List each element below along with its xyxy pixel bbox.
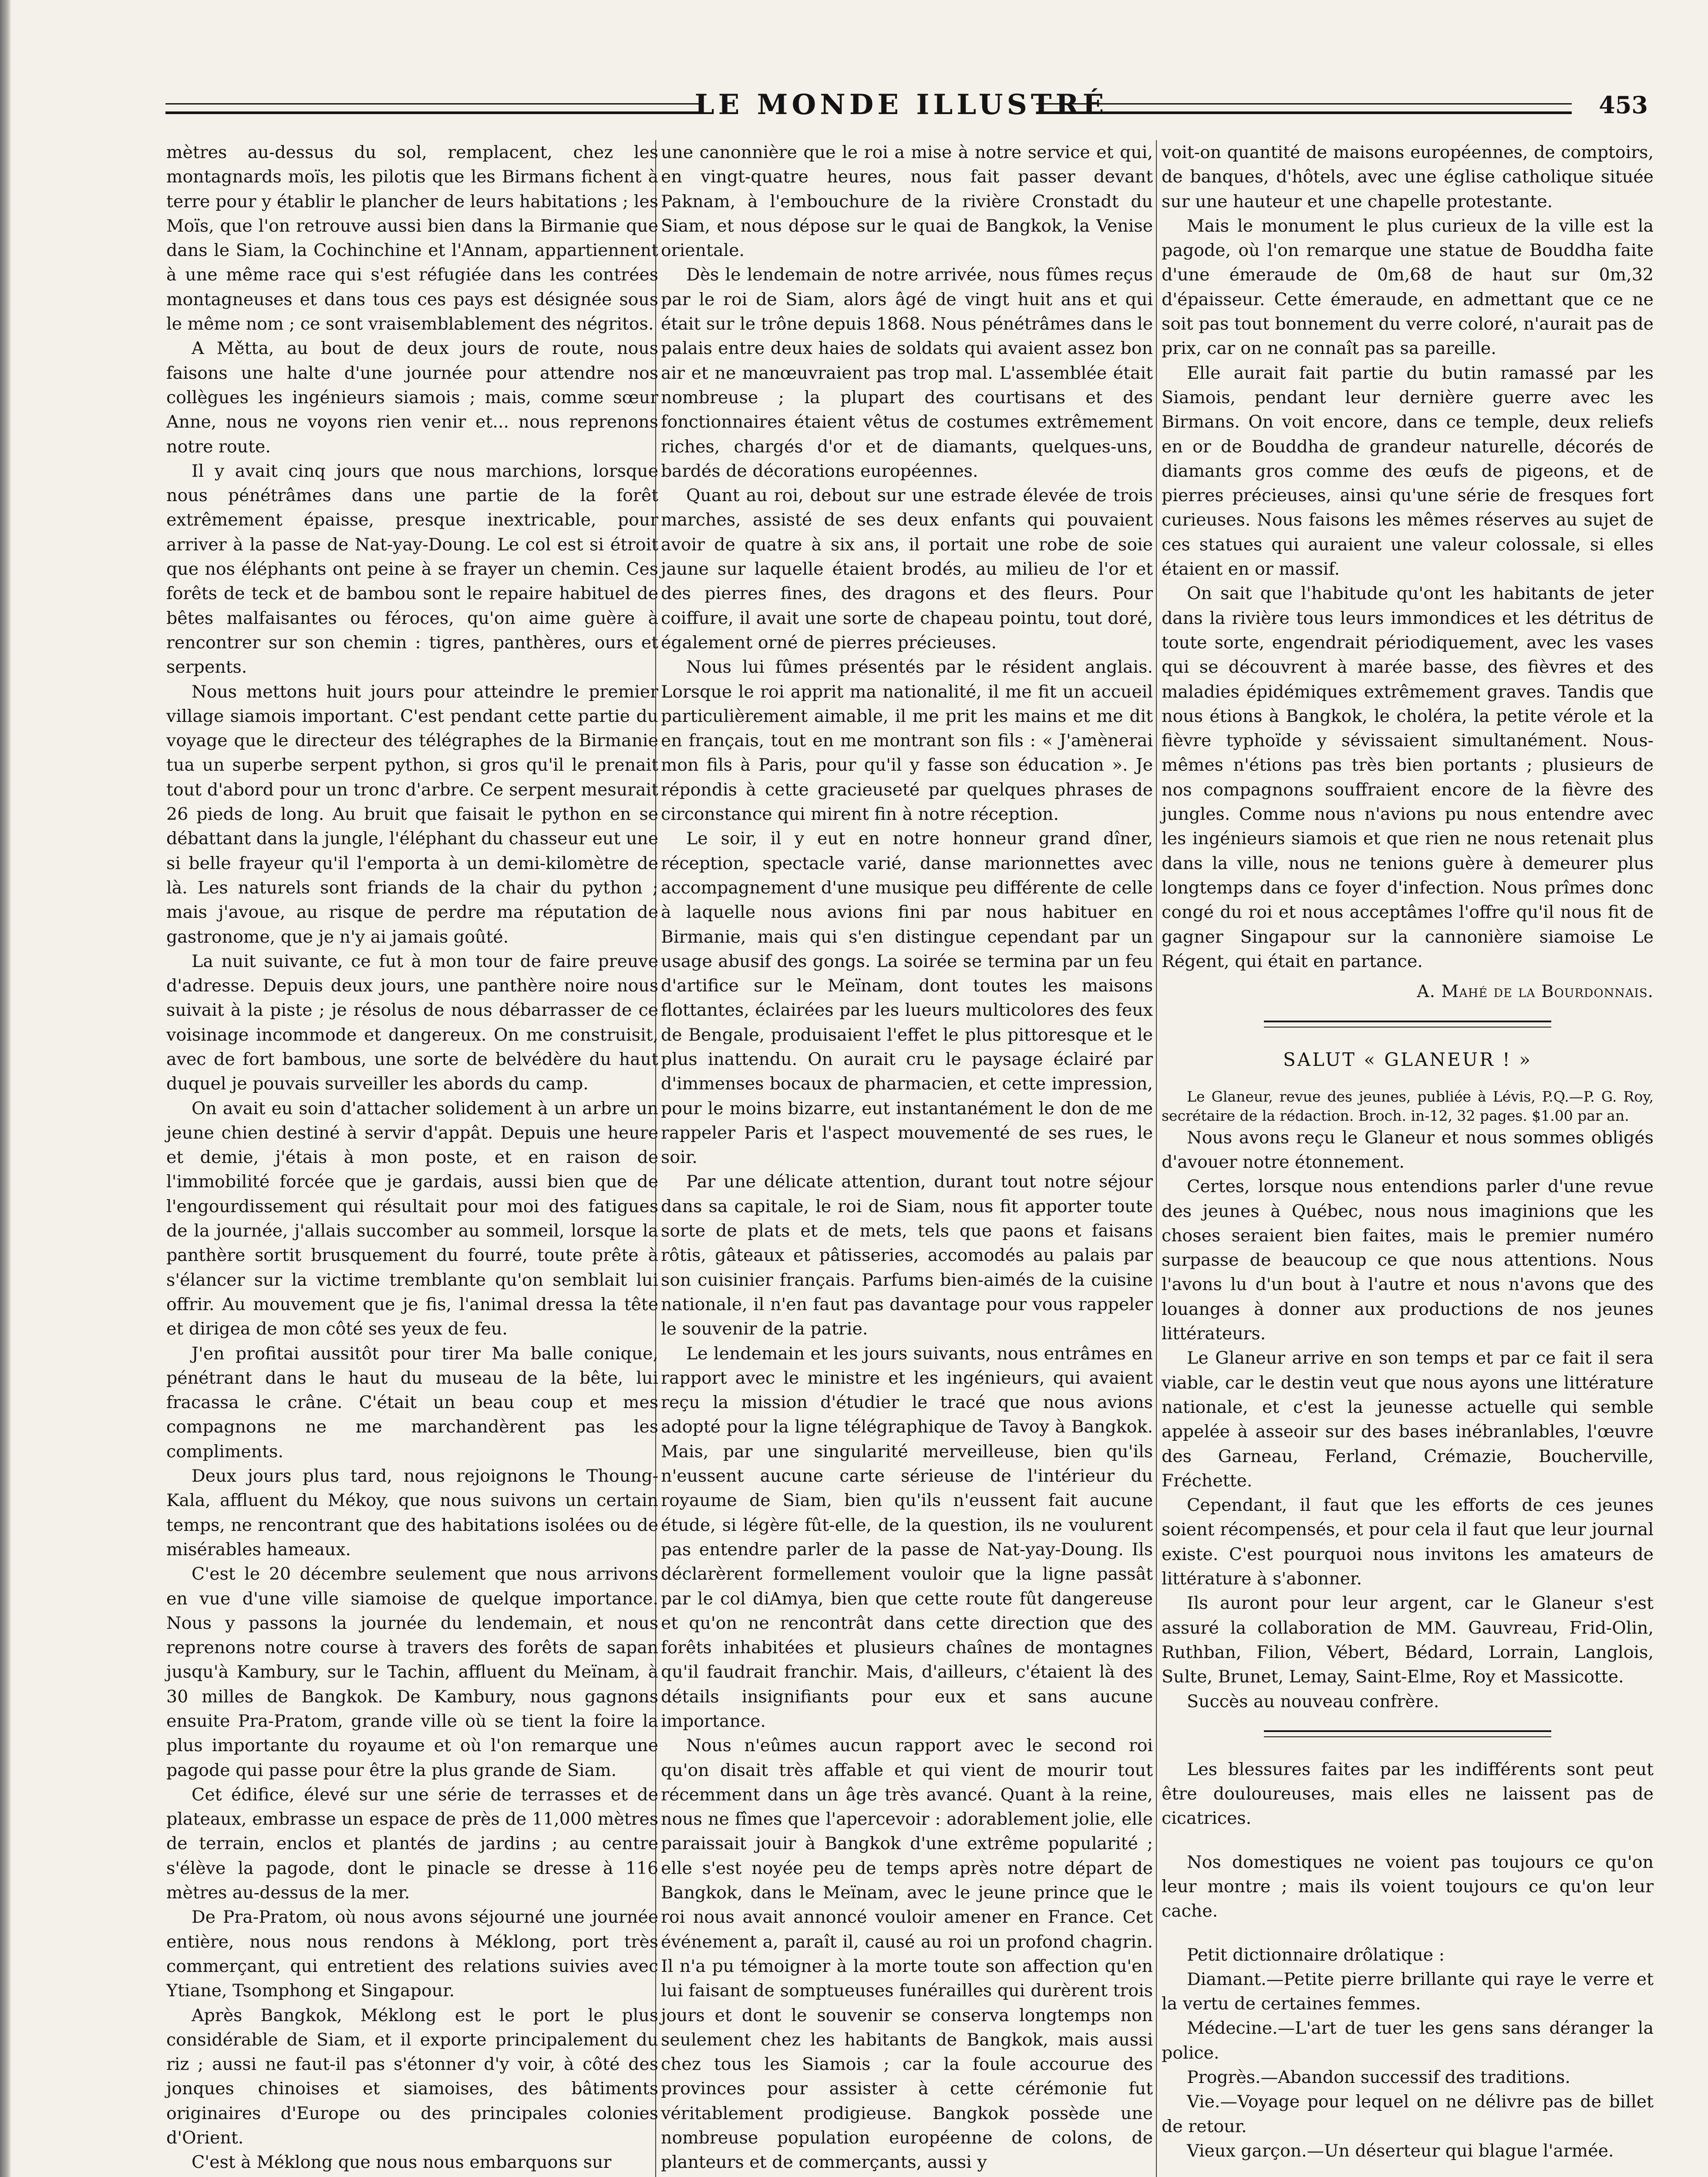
paragraph: Succès au nouveau confrère.	[1187, 1691, 1439, 1712]
column-3	[1162, 140, 1654, 2177]
column-rule-2	[1156, 140, 1157, 2177]
review-title: SALUT « GLANEUR ! »	[1283, 1049, 1532, 1071]
paragraph: Il y avait cinq jours que nous marchions, lorsque nous pénétrâmes dans une partie de la forêt extrêmement épaisse, presque inextricable, pour arriver à la passe de Nat-yay-Doung. Le col est si étroit que nos éléphants ont peine à se frayer un chemin. Ces forêts de teck et de bambou sont le repaire habituel de bêtes malfaisantes ou féroces, qu'on aime guère à rencontrer sur son chemin : tigres, panthères, ours et serpents.	[166, 461, 658, 677]
page-binding-edge	[0, 0, 11, 2177]
page-header	[165, 85, 1648, 124]
paragraph: Deux jours plus tard, nous rejoignons le Thoung-Kala, affluent du Mékoy, que nous suivons un certain temps, ne rencontrant que des habitations isolées ou de misérables hameaux.	[166, 1466, 658, 1560]
paragraph: A Mětta, au bout de deux jours de route, nous faisons une halte d'une journée pour attendre nos collègues les ingénieurs siamois ; mais, comme sœur Anne, nous ne voyons rien venir et... nous reprenons notre route.	[166, 338, 658, 457]
paragraph: Le soir, il y eut en notre honneur grand dîner, réception, spectacle varié, danse marionnettes avec accompagnement d'une musique peu différente de celle à laquelle nous avions fini par nous habituer en Birmanie, mais qui s'en distingue cependant par un usage abusif des gongs. La soirée se termina par un feu d'artifice sur le Meïnam, dont toutes les maisons flottantes, éclairées par les lueurs multicolores des feux de Bengale, produisaient l'effet le plus pittoresque et le plus inattendu. On aurait cru le paysage éclairé par d'immenses bocaux de pharmacien, et cette impression, pour le moins bizarre, eut instantanément le don de me rappeler Paris et l'aspect mouvementé de ses rues, le soir.	[661, 829, 1153, 1168]
paragraph: C'est le 20 décembre seulement que nous arrivons en vue d'une ville siamoise de quelque importance. Nous y passons la journée du lendemain, et nous reprenons notre course à travers des forêts de sapan jusqu'à Kambury, sur le Tachin, affluent du Meïnam, à 30 milles de Bangkok. De Kambury, nous gagnons ensuite Pra-Pratom, grande ville où se tient la foire la plus importante du royaume et où l'on remarque une pagode qui passe pour être la plus grande de Siam.	[166, 1564, 658, 1780]
paragraph: Le Glaneur arrive en son temps et par ce fait il sera viable, car le destin veut que nous ayons une littérature nationale, et c'est la jeunesse actuelle qui semble appelée à asseoir sur des bases inébranlables, l'œuvre des Garneau, Ferland, Crémazie, Boucherville, Fréchette.	[1162, 1348, 1654, 1491]
paragraph: Cet édifice, élevé sur une série de terrasses et de plateaux, embrasse un espace de près de 11,000 mètres de terrain, enclos et plantés de jardins ; au centre s'élève la pagode, dont le pinacle se dresse à 116 mètres au-dessus de la mer.	[166, 1784, 658, 1903]
page-number: 453	[1599, 91, 1648, 119]
section-divider	[1264, 1021, 1551, 1028]
dictionary-entry: Diamant.—Petite pierre brillante qui raye le verre et la vertu de certaines femmes.	[1162, 1969, 1654, 2014]
paragraph: Elle aurait fait partie du butin ramassé par les Siamois, pendant leur dernière guerre avec les Birmans. On voit encore, dans ce temple, deux reliefs en or de Bouddha de grandeur naturelle, décorés de diamants gros comme des œufs de pigeons, et de pierres précieuses, ainsi qu'une série de fresques fort curieuses. Nous faisons les mêmes réserves au sujet de ces statues qui auraient une valeur colossale, si elles étaient en or massif.	[1162, 363, 1654, 580]
paragraph: Après Bangkok, Méklong est le port le plus considérable de Siam, et il exporte principalement du riz ; aussi ne faut-il pas s'étonner d'y voir, à côté des jonques chinoises et siamoises, des bâtiments originaires d'Europe ou des principales colonies d'Orient.	[166, 2005, 658, 2148]
paragraph: Mais le monument le plus curieux de la ville est la pagode, où l'on remarque une statue de Bouddha faite d'une émeraude de 0m,68 de haut sur 0m,32 d'épaisseur. Cette émeraude, en admettant que ce ne soit pas tout bonnement du verre coloré, n'aurait pas de prix, car on ne connaît pas sa pareille.	[1162, 216, 1654, 359]
paragraph: voit-on quantité de maisons européennes, de comptoirs, de banques, d'hôtels, avec une église catholique située sur une hauteur et une chapelle protestante.	[1162, 142, 1654, 212]
paragraph: Nous avons reçu le Glaneur et nous sommes obligés d'avouer notre étonnement.	[1162, 1127, 1654, 1172]
paragraph: Ils auront pour leur argent, car le Glaneur s'est assuré la collaboration de MM. Gauvreau, Frid-Olin, Ruthban, Filion, Vébert, Bédard, Lorrain, Langlois, Sulte, Brunet, Lemay, Saint-Elme, Roy et Massicotte.	[1162, 1593, 1654, 1687]
paragraph: Cependant, il faut que les efforts de ces jeunes soient récompensés, et pour cela il faut que leur journal existe. C'est pourquoi nous invitons les amateurs de littérature à s'abonner.	[1162, 1495, 1654, 1589]
dictionary-entries	[1162, 1967, 1654, 2163]
column-2	[661, 140, 1153, 2177]
paragraph: Nous lui fûmes présentés par le résident anglais. Lorsque le roi apprit ma nationalité, il me fit un accueil particulièrement aimable, il me prit les mains et me dit en français, tout en me montrant son fils : « J'amènerai mon fils à Paris, pour qu'il y fasse son éducation ». Je répondis à cette gracieuseté par quelques phrases de circonstance qui mirent fin à notre réception.	[661, 657, 1153, 825]
paragraph: Le lendemain et les jours suivants, nous entrâmes en rapport avec le ministre et les ingénieurs, qui avaient reçu la mission d'étudier le tracé que nous avions adopté pour la ligne télégraphique de Tavoy à Bangkok. Mais, par une singularité merveilleuse, bien qu'ils n'eussent aucune carte sérieuse de l'intérieur du royaume de Siam, bien qu'ils n'eussent fait aucune étude, si légère fût-elle, de la question, ils ne voulurent pas entendre parler de la passe de Nat-yay-Doung. Ils déclarèrent formellement vouloir que la ligne passât par le col diAmya, bien que cette route fût dangereuse et qu'on ne rencontrât dans cette direction que des forêts inhabitées et plusieurs chaînes de montagnes qu'il faudrait franchir. Mais, d'ailleurs, c'étaient là des détails insignifiants pour eux et sans aucune importance.	[661, 1343, 1153, 1731]
paragraph: Nous mettons huit jours pour atteindre le premier village siamois important. C'est pendant cette partie du voyage que le directeur des télégraphes de la Birmanie tua un superbe serpent python, si gros qu'il le prenait tout d'abord pour un tronc d'arbre. Ce serpent mesurait 26 pieds de long. Au bruit que faisait le python en se débattant dans la jungle, l'éléphant du chasseur eut une si belle frayeur qu'il l'emporta à un demi-kilomètre de là. Les naturels sont friands de la chair du python ; mais j'avoue, au risque de perdre ma réputation de gastronome, que je n'y ai jamais goûté.	[166, 681, 658, 947]
paragraph: On avait eu soin d'attacher solidement à un arbre un jeune chien destiné à servir d'appât. Depuis une heure et demie, j'étais à mon poste, et en raison de l'immobilité forcée que je gardais, aussi bien que de l'engourdissement qui résultait pour moi des fatigues de la journée, j'allais succomber au sommeil, lorsque la panthère sortit brusquement du fourré, toute prête à s'élancer sur la victime tremblante qu'on semblait lui offrir. Au mouvement que je fis, l'animal dressa la tête et dirigea de mon côté ses yeux de feu.	[166, 1098, 658, 1339]
paragraph: On sait que l'habitude qu'ont les habitants de jeter dans la rivière tous leurs immondices et les détritus de toute sorte, engendrait périodiquement, avec les vases qui se découvrent à marée basse, des fièvres et des maladies épidémiques extrêmement graves. Tandis que nous étions à Bangkok, le choléra, la petite vérole et la fièvre typhoïde y sévissaient simultanément. Nous-mêmes n'étions pas très bien portants ; plusieurs de nos compagnons souffraient encore de la fièvre des jungles. Comme nous n'avions pu nous entendre avec les ingénieurs siamois et que rien ne nous retenait plus dans la ville, nous ne tenions guère à demeurer plus longtemps dans ce foyer d'infection. Nous prîmes donc congé du roi et nous acceptâmes l'offre qu'il nous fit de gagner Singapour sur la cannonière siamoise Le Régent, qui était en partance.	[1162, 583, 1654, 971]
paragraph: une canonnière que le roi a mise à notre service et qui, en vingt-quatre heures, nous fait passer devant Paknam, à l'embouchure de la rivière Cronstadt du Siam, et nous dépose sur le quai de Bangkok, la Venise orientale.	[661, 142, 1153, 261]
dictionary-entry: Progrès.—Abandon successif des traditions.	[1187, 2067, 1570, 2088]
maxim: Nos domestiques ne voient pas toujours ce qu'on leur montre ; mais ils voient toujours ce qu'on leur cache.	[1162, 1852, 1654, 1921]
paragraph: La nuit suivante, ce fut à mon tour de faire preuve d'adresse. Depuis deux jours, une panthère noire nous suivait à la piste ; je résolus de nous débarrasser de ce voisinage incommode et dangereux. On me construisit, avec de fort bambous, une sorte de belvédère du haut duquel je pouvais surveiller les abords du camp.	[166, 951, 658, 1094]
dictionary-heading: Petit dictionnaire drôlatique :	[1187, 1944, 1445, 1965]
paragraph: Certes, lorsque nous entendions parler d'une revue des jeunes à Québec, nous nous imaginions que les choses seraient bien faites, mais le premier numéro surpasse de beaucoup ce que nous attentions. Nous l'avons lu d'un bout à l'autre et nous n'avons que des louanges à donner aux productions de nos jeunes littérateurs.	[1162, 1176, 1654, 1344]
paragraph: Dès le lendemain de notre arrivée, nous fûmes reçus par le roi de Siam, alors âgé de vingt huit ans et qui était sur le trône depuis 1868. Nous pénétrâmes dans le palais entre deux haies de soldats qui avaient assez bon air et ne manœuvraient pas trop mal. L'assemblée était nombreuse ; la plupart des courtisans et des fonctionnaires étaient vêtus de costumes extrêmement riches, chargés d'or et de diamants, quelques-uns, bardés de décorations européennes.	[661, 265, 1153, 481]
review-bibliographic-note: Le Glaneur, revue des jeunes, publiée à Lévis, P.Q.—P. G. Roy, secrétaire de la rédaction. Broch. in-12, 32 pages. $1.00 par an.	[1162, 1088, 1654, 1124]
paragraph: C'est à Méklong que nous nous embarquons sur	[192, 2152, 612, 2173]
dictionary-entry: Vie.—Voyage pour lequel on ne délivre pas de billet de retour.	[1162, 2092, 1654, 2137]
running-title: LE MONDE ILLUSTRÉ	[694, 88, 1108, 121]
paragraph: De Pra-Pratom, où nous avons séjourné une journée entière, nous nous rendons à Méklong, port très commerçant, qui entretient des relations suivies avec Ytiane, Tsomphong et Singapour.	[166, 1907, 658, 2001]
section-divider	[1264, 1730, 1551, 1737]
header-rule-right	[1036, 103, 1572, 114]
maxim: Les blessures faites par les indifférents sont peut être douloureuses, mais elles ne laissent pas de cicatrices.	[1162, 1759, 1654, 1829]
dictionary-entry: Vieux garçon.—Un déserteur qui blague l'armée.	[1187, 2140, 1614, 2161]
paragraph: Par une délicate attention, durant tout notre séjour dans sa capitale, le roi de Siam, nous fit apporter toute sorte de plats et de mets, tels que paons et faisans rôtis, gâteaux et pâtisseries, accomodés au palais par son cuisinier français. Parfums bien-aimés de la cuisine nationale, il n'en faut pas davantage pour vous rappeler le souvenir de la patrie.	[661, 1172, 1153, 1339]
column-1	[166, 140, 658, 2177]
article-signature: A. Mahé de la Bourdonnais.	[1417, 982, 1654, 1002]
paragraph: Quant au roi, debout sur une estrade élevée de trois marches, assisté de ses deux enfants qui pouvaient avoir de quatre à six ans, il portait une robe de soie jaune sur laquelle étaient brodés, au milieu de l'or et des pierres fines, des dragons et des fleurs. Pour coiffure, il avait une sorte de chapeau pointu, tout doré, également orné de pierres précieuses.	[661, 485, 1153, 653]
paragraph: mètres au-dessus du sol, remplacent, chez les montagnards moïs, les pilotis que les Birmans fichent à terre pour y établir le plancher de leurs habitations ; les Moïs, que l'on retrouve aussi bien dans la Birmanie que dans le Siam, la Cochinchine et l'Annam, appartiennent à une même race qui s'est réfugiée dans les contrées montagneuses et dans tous ces pays est désignée sous le même nom ; ce sont vraisemblablement des négritos.	[166, 142, 658, 334]
paragraph: J'en profitai aussitôt pour tirer Ma balle conique, pénétrant dans le haut du museau de la bête, lui fracassa le crâne. C'était un beau coup et mes compagnons ne me marchandèrent pas les compliments.	[166, 1343, 658, 1462]
paragraph: Nous n'eûmes aucun rapport avec le second roi qu'on disait très affable et qui vient de mourir tout récemment dans un âge très avancé. Quant à la reine, nous ne fîmes que l'apercevoir : adorablement jolie, elle paraissait jouir à Bangkok d'une extrême popularité ; elle s'est noyée peu de temps après notre départ de Bangkok, dans le Meïnam, avec le jeune prince que le roi nous avait annoncé vouloir amener en France. Cet événement a, paraît il, causé au roi un profond chagrin. Il n'a pu témoigner à la morte toute son affection qu'en lui faisant de somptueuses funérailles qui durèrent trois jours et dont le souvenir se conserva longtemps non seulement chez les habitants de Bangkok, mais aussi chez tous les Siamois ; car la foule accourue des provinces pour assister à cette cérémonie fut véritablement prodigieuse. Bangkok possède une nombreuse population européenne de colons, de planteurs et de commerçants, aussi y	[661, 1736, 1153, 2173]
dictionary-entry: Médecine.—L'art de tuer les gens sans déranger la police.	[1162, 2018, 1654, 2063]
